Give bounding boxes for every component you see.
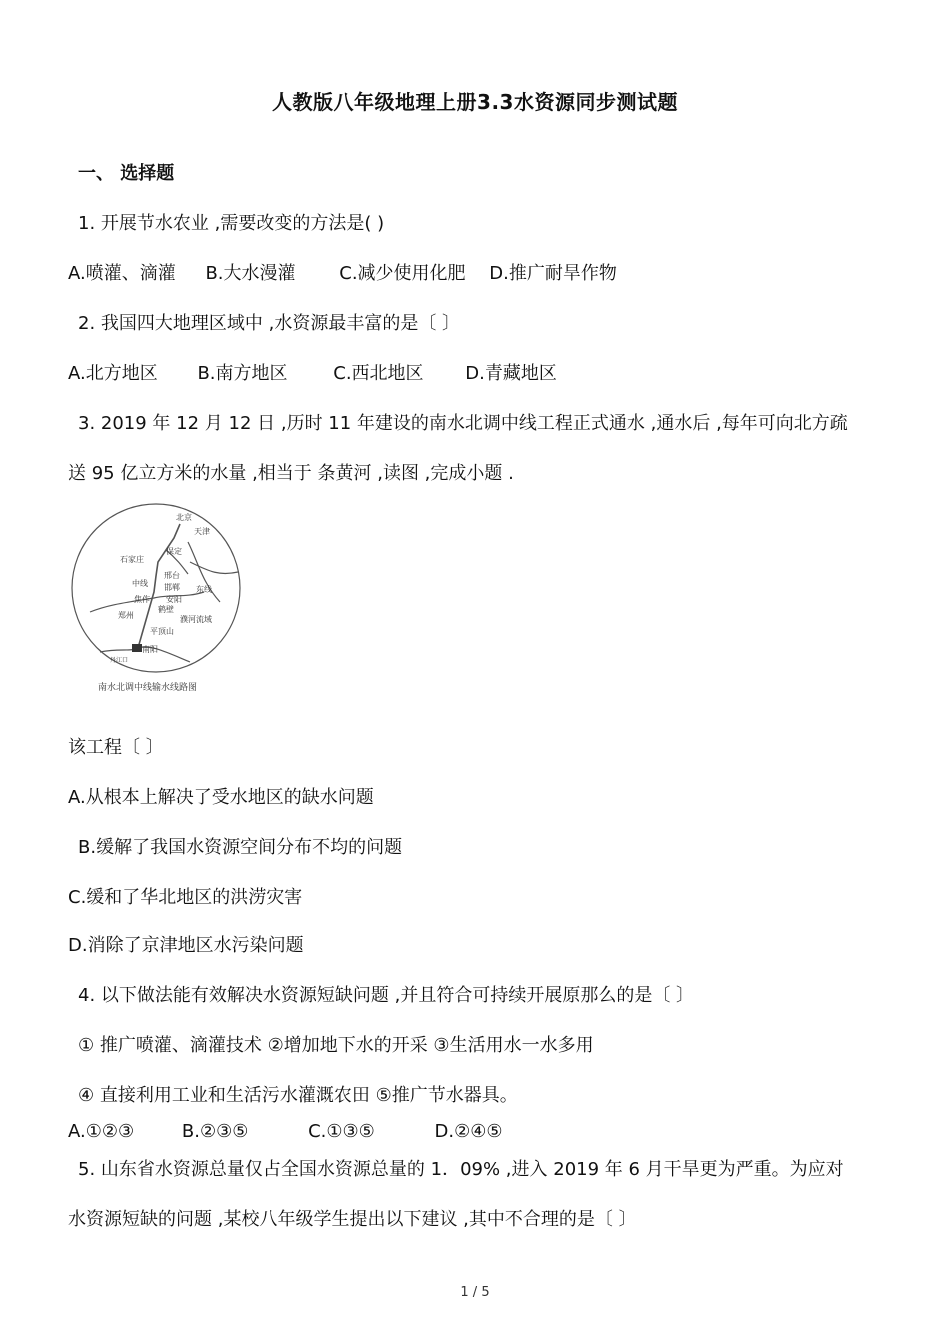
question-3-sub: 该工程〔 〕 (68, 737, 164, 758)
map-label-hebi: 鹤壁 (158, 605, 174, 614)
map-label-dongxian: 东线 (196, 585, 212, 594)
map-label-zhengzhou: 郑州 (118, 611, 134, 620)
question-3-stem-line1: 3. 2019 年 12 月 12 日 ,历时 11 年建设的南水北调中线工程正式通水 ,通水后 ,每年可向北方疏 (78, 413, 848, 434)
map-label-shijiazhuang: 石家庄 (120, 555, 144, 564)
question-2-stem: 2. 我国四大地理区域中 ,水资源最丰富的是〔 〕 (78, 313, 461, 334)
question-4-options (68, 1120, 503, 1144)
q3-option-c: C.缓和了华北地区的洪涝灾害 (68, 887, 303, 908)
map-label-nanyang: 南阳 (142, 645, 158, 654)
q2-option-c: C.西北地区 (333, 363, 424, 384)
map-label-zhongxian: 中线 (132, 579, 148, 588)
map-label-anyang: 安阳 (166, 595, 182, 604)
map-label-puhe: 濮河流域 (180, 615, 212, 624)
map-label-beijing: 北京 (176, 513, 192, 522)
q1-option-a: A.喷灌、滴灌 (68, 263, 176, 284)
map-label-tianjin: 天津 (194, 527, 210, 536)
q4-option-c: C.①③⑤ (308, 1121, 375, 1142)
question-4-items-line2: ④ 直接利用工业和生活污水灌溉农田 ⑤推广节水器具。 (78, 1085, 518, 1106)
q3-option-b: B.缓解了我国水资源空间分布不均的问题 (78, 837, 403, 858)
map-label-jiaozuo: 焦作 (134, 595, 150, 604)
q3-option-d: D.消除了京津地区水污染问题 (68, 935, 304, 956)
q4-option-a: A.①②③ (68, 1121, 135, 1142)
page-title: 人教版八年级地理上册3.3水资源同步测试题 (272, 90, 678, 114)
question-5-stem-line1: 5. 山东省水资源总量仅占全国水资源总量的 1．09% ,进入 2019 年 6 月干旱更为严重。为应对 (78, 1159, 844, 1180)
q4-option-b: B.②③⑤ (181, 1121, 249, 1142)
route-map-figure (70, 502, 248, 696)
q2-option-b: B.南方地区 (197, 363, 288, 384)
q1-option-b: B.大水漫灌 (205, 263, 296, 284)
question-4-items-line1: ① 推广喷灌、滴灌技术 ②增加地下水的开采 ③生活用水一水多用 (78, 1035, 594, 1056)
q4-option-d: D.②④⑤ (434, 1121, 503, 1142)
question-2-options (68, 362, 557, 386)
question-1-options (68, 262, 617, 286)
question-5-stem-line2: 水资源短缺的问题 ,某校八年级学生提出以下建议 ,其中不合理的是〔 〕 (68, 1209, 637, 1230)
q1-option-d: D.推广耐旱作物 (489, 263, 617, 284)
map-label-baoding: 保定 (166, 547, 182, 556)
q2-option-a: A.北方地区 (68, 363, 158, 384)
map-caption: 南水北调中线输水线路图 (98, 683, 198, 693)
question-4-stem: 4. 以下做法能有效解决水资源短缺问题 ,并且符合可持续开展原那么的是〔 〕 (78, 985, 695, 1006)
map-label-xingtai: 邢台 (164, 571, 180, 580)
q3-option-a: A.从根本上解决了受水地区的缺水问题 (68, 787, 374, 808)
section-heading: 一、 选择题 (78, 163, 175, 184)
q2-option-d: D.青藏地区 (465, 363, 557, 384)
q1-option-c: C.减少使用化肥 (339, 263, 466, 284)
page-number: 1 / 5 (460, 1285, 490, 1300)
map-label-danjiangkou: 丹江口 (110, 657, 129, 664)
reservoir-mark (132, 644, 142, 652)
question-3-stem-line2: 送 95 亿立方米的水量 ,相当于 条黄河 ,读图 ,完成小题 . (68, 463, 514, 484)
question-1-stem: 1. 开展节水农业 ,需要改变的方法是( ) (78, 213, 385, 234)
map-label-pingdingshan: 平顶山 (150, 627, 174, 636)
map-label-handan: 邯郸 (164, 583, 180, 592)
